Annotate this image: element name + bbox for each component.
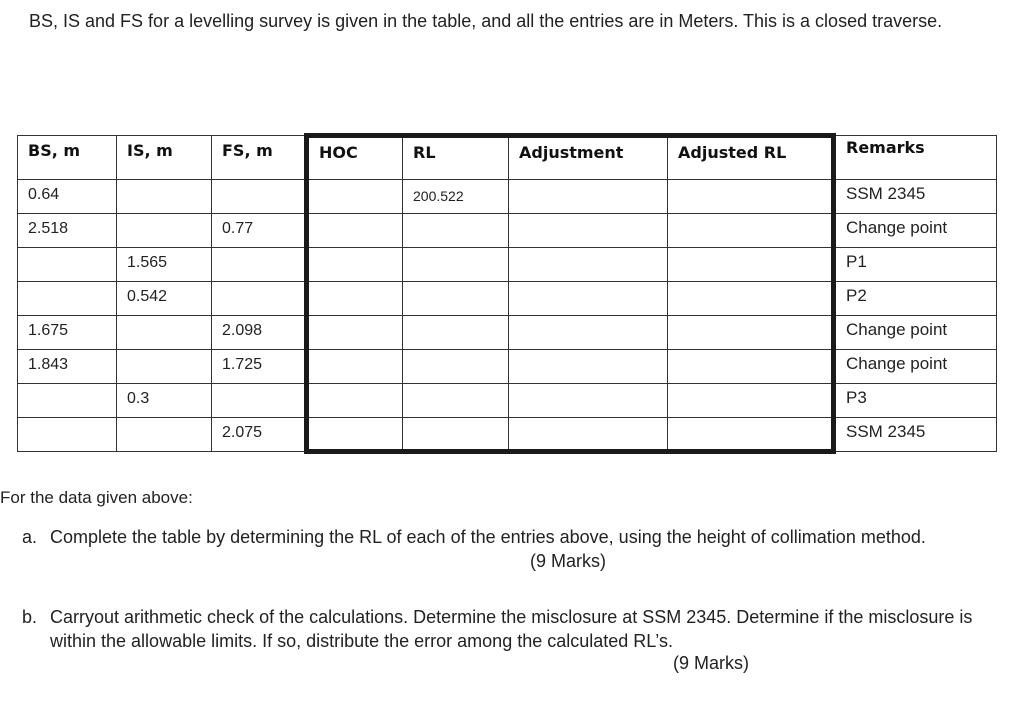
table-row — [18, 180, 997, 214]
table-row — [18, 384, 997, 418]
cell-remarks: P1 — [834, 248, 997, 282]
cell-is — [117, 180, 212, 214]
cell-adjustment — [509, 350, 668, 384]
header-bs: BS, m — [18, 136, 117, 180]
question-b-marks: (9 Marks) — [673, 653, 749, 673]
cell-bs: 2.518 — [18, 214, 117, 248]
cell-rl — [403, 214, 509, 248]
cell-adjusted-rl — [668, 350, 834, 384]
cell-hoc — [307, 350, 403, 384]
cell-adjustment — [509, 418, 668, 452]
cell-remarks: SSM 2345 — [834, 418, 997, 452]
cell-adjustment — [509, 316, 668, 350]
cell-is — [117, 316, 212, 350]
header-fs: FS, m — [212, 136, 307, 180]
cell-is: 1.565 — [117, 248, 212, 282]
table-row — [18, 282, 997, 316]
cell-remarks: P2 — [834, 282, 997, 316]
header-adjustment: Adjustment — [509, 136, 668, 180]
question-a-marks: (9 Marks) — [530, 551, 606, 571]
cell-hoc — [307, 384, 403, 418]
table-row — [18, 350, 997, 384]
cell-hoc — [307, 180, 403, 214]
cell-remarks: Change point — [834, 350, 997, 384]
header-hoc: HOC — [307, 136, 403, 180]
question-a-letter: a. — [22, 527, 38, 547]
cell-fs — [212, 384, 307, 418]
cell-rl — [403, 316, 509, 350]
cell-is — [117, 350, 212, 384]
cell-remarks: Change point — [834, 214, 997, 248]
cell-fs — [212, 282, 307, 316]
question-a-text: Complete the table by determining the RL of each of the entries above, using the height of collimation method. — [50, 527, 926, 547]
cell-adjustment — [509, 282, 668, 316]
cell-rl — [403, 248, 509, 282]
cell-rl — [403, 418, 509, 452]
header-adjusted-rl: Adjusted RL — [668, 136, 834, 180]
header-remarks: Remarks — [834, 136, 997, 180]
cell-adjusted-rl — [668, 180, 834, 214]
cell-hoc — [307, 248, 403, 282]
cell-adjustment — [509, 384, 668, 418]
prompt-text: For the data given above: — [0, 488, 193, 507]
cell-adjustment — [509, 180, 668, 214]
cell-remarks: Change point — [834, 316, 997, 350]
cell-is: 0.542 — [117, 282, 212, 316]
cell-bs — [18, 384, 117, 418]
cell-adjusted-rl — [668, 384, 834, 418]
cell-hoc — [307, 316, 403, 350]
cell-bs — [18, 248, 117, 282]
cell-bs — [18, 282, 117, 316]
cell-rl: 200.522 — [403, 180, 509, 214]
cell-is — [117, 214, 212, 248]
header-is: IS, m — [117, 136, 212, 180]
cell-bs — [18, 418, 117, 452]
cell-fs: 2.075 — [212, 418, 307, 452]
question-b — [22, 605, 1022, 673]
cell-fs: 2.098 — [212, 316, 307, 350]
table-row — [18, 214, 997, 248]
cell-rl — [403, 282, 509, 316]
intro-text: BS, IS and FS for a levelling survey is given in the table, and all the entries are in Meters. This is a closed traverse. — [29, 11, 943, 31]
cell-rl — [403, 350, 509, 384]
cell-hoc — [307, 214, 403, 248]
question-a — [22, 525, 1022, 571]
cell-adjusted-rl — [668, 214, 834, 248]
cell-is: 0.3 — [117, 384, 212, 418]
cell-adjusted-rl — [668, 282, 834, 316]
cell-fs: 1.725 — [212, 350, 307, 384]
cell-adjustment — [509, 248, 668, 282]
question-b-text: Carryout arithmetic check of the calculations. Determine the misclosure at SSM 2345. Determine if the misclosure is within the allowable limits. If so, distribute the error among the calculated RL’s. — [50, 607, 973, 651]
table-row — [18, 418, 997, 452]
cell-bs: 0.64 — [18, 180, 117, 214]
cell-bs: 1.675 — [18, 316, 117, 350]
cell-rl — [403, 384, 509, 418]
cell-hoc — [307, 282, 403, 316]
cell-adjusted-rl — [668, 248, 834, 282]
cell-fs: 0.77 — [212, 214, 307, 248]
table-header-row — [18, 136, 997, 180]
question-b-letter: b. — [22, 607, 38, 627]
cell-fs — [212, 180, 307, 214]
cell-adjustment — [509, 214, 668, 248]
header-rl: RL — [403, 136, 509, 180]
cell-bs: 1.843 — [18, 350, 117, 384]
cell-adjusted-rl — [668, 316, 834, 350]
cell-fs — [212, 248, 307, 282]
table-row — [18, 316, 997, 350]
levelling-table — [17, 133, 997, 454]
table-row — [18, 248, 997, 282]
cell-adjusted-rl — [668, 418, 834, 452]
cell-remarks: P3 — [834, 384, 997, 418]
cell-is — [117, 418, 212, 452]
cell-remarks: SSM 2345 — [834, 180, 997, 214]
cell-hoc — [307, 418, 403, 452]
